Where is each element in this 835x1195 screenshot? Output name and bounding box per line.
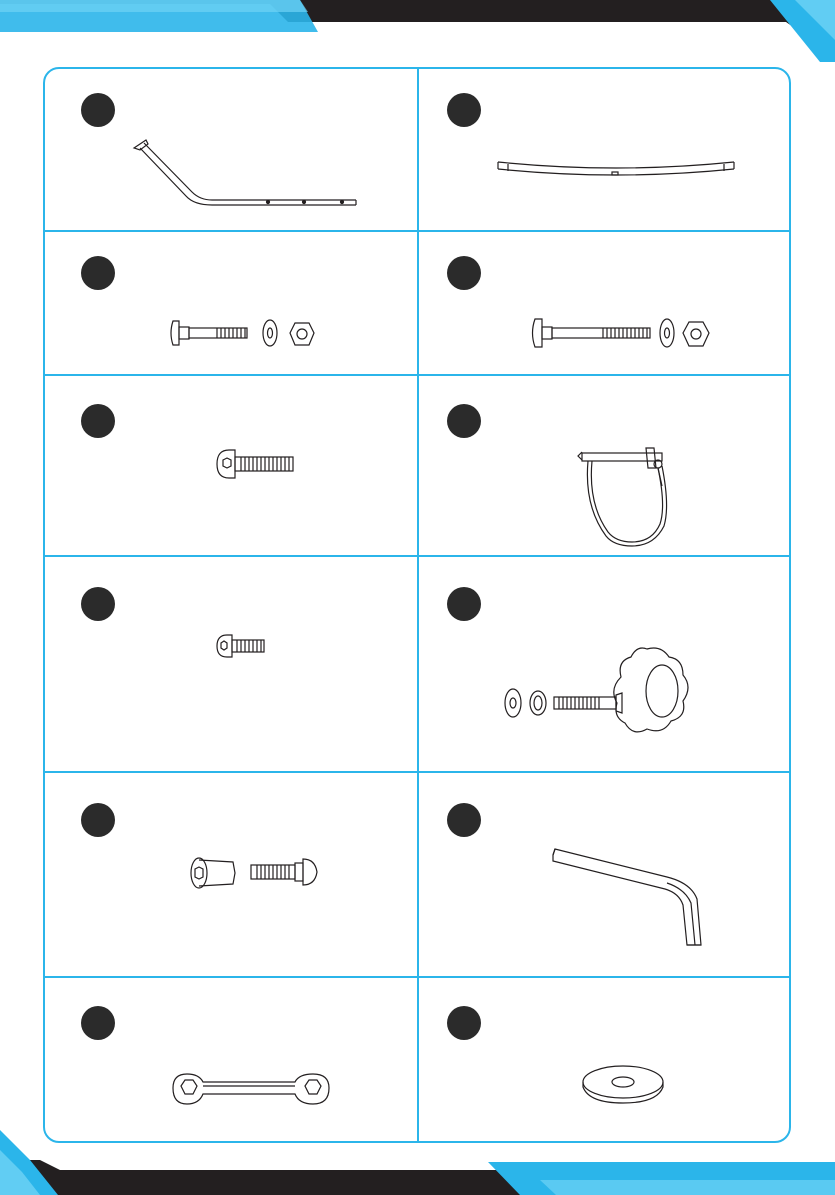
part-number-badge xyxy=(81,404,115,438)
part-cell xyxy=(45,978,417,1143)
part-number-badge xyxy=(81,93,115,127)
part-number-badge xyxy=(447,256,481,290)
hex-socket-bolt-short-icon xyxy=(215,633,275,663)
carriage-bolt-short-icon xyxy=(167,317,327,357)
part-cell xyxy=(419,557,791,771)
flat-washer-icon xyxy=(579,1060,669,1110)
part-cell xyxy=(45,376,417,555)
part-number-badge xyxy=(447,803,481,837)
part-cell xyxy=(45,557,417,771)
part-cell xyxy=(419,69,791,230)
lynch-pin-icon xyxy=(574,446,694,556)
part-number-badge xyxy=(81,256,115,290)
part-cell xyxy=(419,232,791,374)
part-cell xyxy=(45,232,417,374)
part-number-badge xyxy=(81,587,115,621)
curved-bar-icon xyxy=(494,154,744,194)
part-number-badge xyxy=(447,404,481,438)
part-number-badge xyxy=(81,1006,115,1040)
allen-key-icon xyxy=(549,847,729,957)
parts-table xyxy=(43,67,791,1143)
part-number-badge xyxy=(81,803,115,837)
part-cell xyxy=(45,773,417,976)
hex-socket-bolt-long-icon xyxy=(215,448,305,488)
bent-tube-icon xyxy=(130,134,360,214)
hex-wrench-icon xyxy=(169,1066,339,1116)
part-number-badge xyxy=(447,93,481,127)
part-cell xyxy=(45,69,417,230)
sleeve-bolt-icon xyxy=(187,855,337,895)
part-cell xyxy=(419,978,791,1143)
part-number-badge xyxy=(447,587,481,621)
star-knob-bolt-icon xyxy=(497,617,697,747)
carriage-bolt-long-icon xyxy=(529,316,729,356)
part-cell xyxy=(419,773,791,976)
part-number-badge xyxy=(447,1006,481,1040)
part-cell xyxy=(419,376,791,555)
